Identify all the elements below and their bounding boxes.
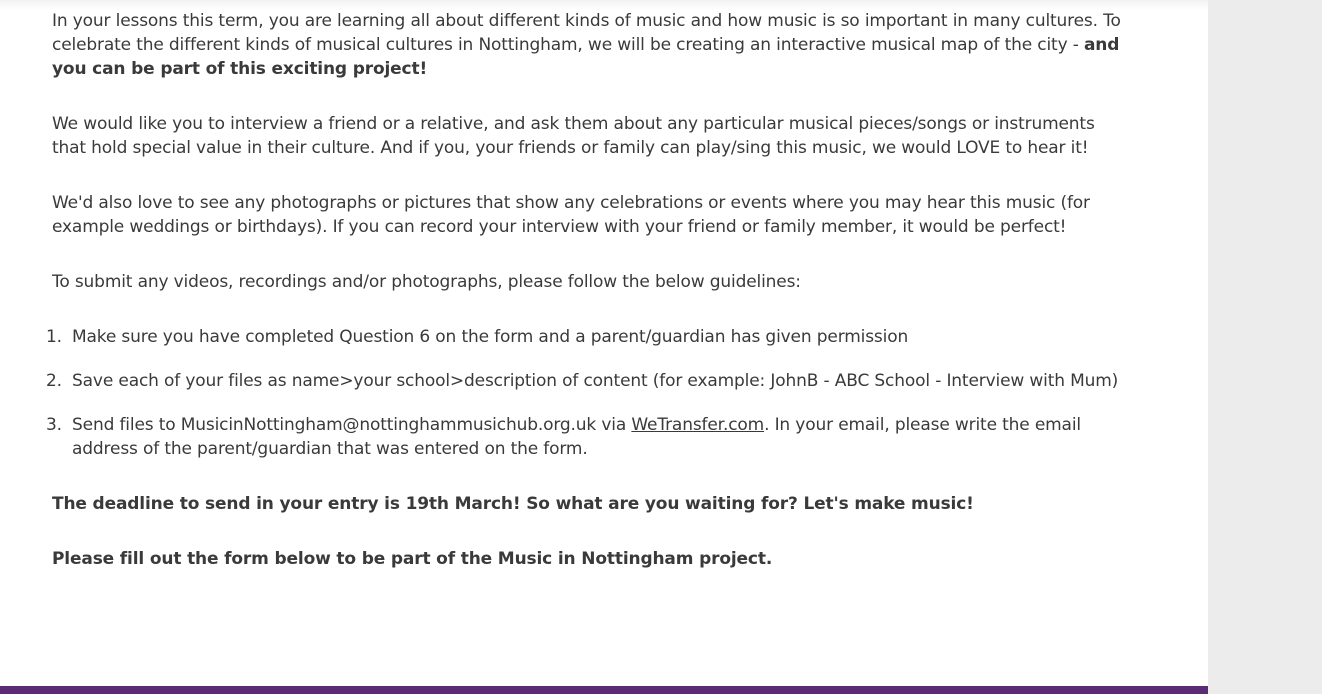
interview-paragraph: We would like you to interview a friend or a relative, and ask them about any particular musical pieces/songs or instruments that hold special value in their culture. And if you, your friends or family can play/sing this music, we would LOVE to hear it! <box>52 114 1095 158</box>
list-item-text: . In your email, please write the email address of the parent/guardian that was entered on the form. <box>72 415 1081 459</box>
purple-accent-bar <box>0 686 1208 694</box>
side-panel <box>1208 0 1322 694</box>
form-prompt-text: Please fill out the form below to be part of the Music in Nottingham project. <box>52 549 773 569</box>
wetransfer-link[interactable]: WeTransfer.com <box>631 415 765 435</box>
intro-highlight: and you can be part of this exciting project! <box>52 35 1120 79</box>
list-item-text: Save each of your files as name>your school>description of content (for example: JohnB - ABC School - Interview with Mum) <box>72 371 1119 391</box>
list-item <box>46 369 1132 393</box>
list-item-text: Make sure you have completed Question 6 on the form and a parent/guardian has given permission <box>72 327 909 347</box>
list-item <box>46 413 1132 461</box>
list-item-text: Send files to MusicinNottingham@nottinghammusichub.org.uk via <box>72 415 632 435</box>
guidelines-list <box>46 325 1132 461</box>
deadline-notice <box>52 492 1132 516</box>
list-item <box>46 325 1132 349</box>
list-number: 1. <box>46 327 62 347</box>
list-number: 2. <box>46 371 62 391</box>
photos-paragraph: We'd also love to see any photographs or pictures that show any celebrations or events where you may hear this music (for example weddings or birthdays). If you can record your interview with your friend or family member, it would be perfect! <box>52 193 1090 237</box>
submission-intro: To submit any videos, recordings and/or photographs, please follow the below guidelines: <box>52 272 801 292</box>
list-number: 3. <box>46 415 62 435</box>
article-body <box>46 9 1132 602</box>
intro-text: In your lessons this term, you are learning all about different kinds of music and how music is so important in many cultures. To celebrate the different kinds of musical cultures in Nottingham, we will be creating an interactive musical map of the city - <box>52 11 1121 55</box>
form-prompt <box>52 547 1132 571</box>
intro-paragraph <box>52 9 1132 81</box>
deadline-text: The deadline to send in your entry is 19th March! So what are you waiting for? Let's make music! <box>52 494 974 514</box>
